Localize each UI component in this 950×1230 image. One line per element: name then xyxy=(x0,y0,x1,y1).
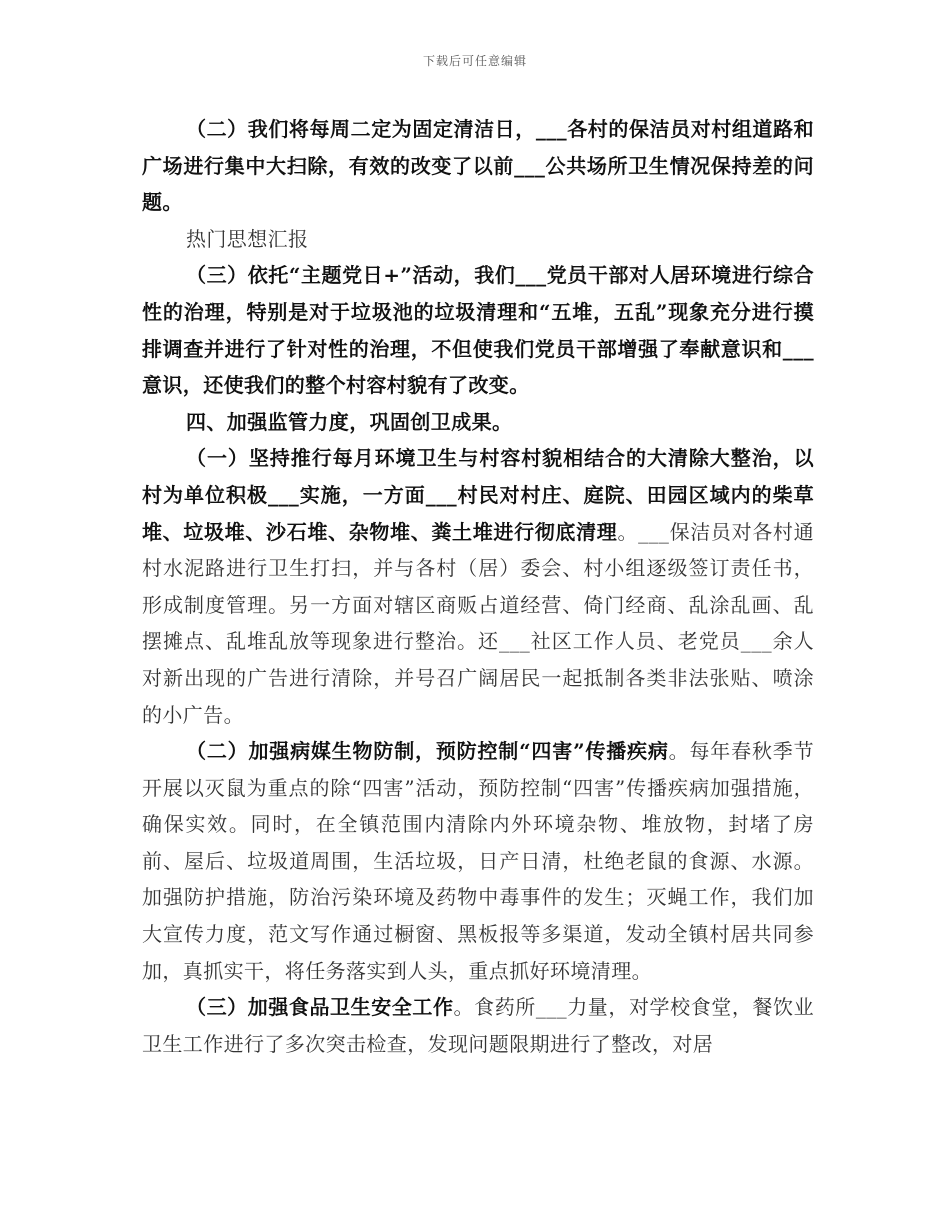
page-header: 下载后可任意编辑 xyxy=(422,54,527,68)
paragraph-bold-text: （三）加强食品卫生安全工作 xyxy=(186,995,454,1020)
paragraph-bold-text: （二）加强病媒生物防制，预防控制“四害”传播疾病 xyxy=(186,739,669,764)
paragraph-normal-text: 。___保洁员对各村通村水泥路进行卫生打扫，并与各村（居）委会、村小组逐级签订责任书，形成制度管理。另一方面对辖区商贩占道经营、倚门经商、乱涂乱画、乱摆摊点、乱堆乱放等现象进行整治。还___社区工作人员、老党员___余人对新出现的广告进行清除，并号召广阔居民一起抵制各类非法张贴、喷涂的小广告。 xyxy=(142,519,815,727)
paragraph-bold-text: （一）坚持推行每月环境卫生与村容村貌相结合的大清除大整治，以村为单位积极___实施，一方面___村民对村庄、庭院、田园区域内的柴草堆、垃圾堆、沙石堆、杂物堆、粪土堆进行彻底清理 xyxy=(142,446,814,544)
paragraph-hot-topic xyxy=(142,221,814,258)
paragraph-bold-text: （三）依托“主题党日+”活动，我们___党员干部对人居环境进行综合性的治理，特别是对于垃圾池的垃圾清理和“五堆，五乱”现象充分进行摸排调查并进行了针对性的治理，不但使我们党员干部增强了奉献意识和___意识，还使我们的整个村容村貌有了改变。 xyxy=(142,263,814,398)
paragraph-food-safety xyxy=(142,989,814,1062)
section-heading-four xyxy=(142,404,814,441)
paragraph-pest-control xyxy=(142,733,814,989)
paragraph-normal-text: 热门思想汇报 xyxy=(186,226,309,251)
paragraph-cleaning-day xyxy=(142,111,814,221)
paragraph-bold-text: （二）我们将每周二定为固定清洁日，___各村的保洁员对村组道路和广场进行集中大扫除，有效的改变了以前___公共场所卫生情况保持差的问题。 xyxy=(142,117,814,215)
paragraph-bold-text: 四、加强监管力度，巩固创卫成果。 xyxy=(186,409,513,434)
paragraph-normal-text: 。食药所___力量，对学校食堂，餐饮业卫生工作进行了多次突击检查，发现问题限期进行了整改，对居 xyxy=(142,995,814,1056)
document-body xyxy=(142,111,814,1062)
paragraph-monthly-cleanup xyxy=(142,440,814,733)
paragraph-normal-text: 。每年春秋季节开展以灭鼠为重点的除“四害”活动，预防控制“四害”传播疾病加强措施，确保实效。同时，在全镇范围内清除内外环境杂物、堆放物，封堵了房前、屋后、垃圾道周围，生活垃圾，日产日清，杜绝老鼠的食源、水源。加强防护措施，防治污染环境及药物中毒事件的发生；灭蝇工作，我们加大宣传力度，范文写作通过橱窗、黑板报等多渠道，发动全镇村居共同参加，真抓实干，将任务落实到人头，重点抓好环境清理。 xyxy=(142,739,814,983)
paragraph-party-day xyxy=(142,257,814,403)
